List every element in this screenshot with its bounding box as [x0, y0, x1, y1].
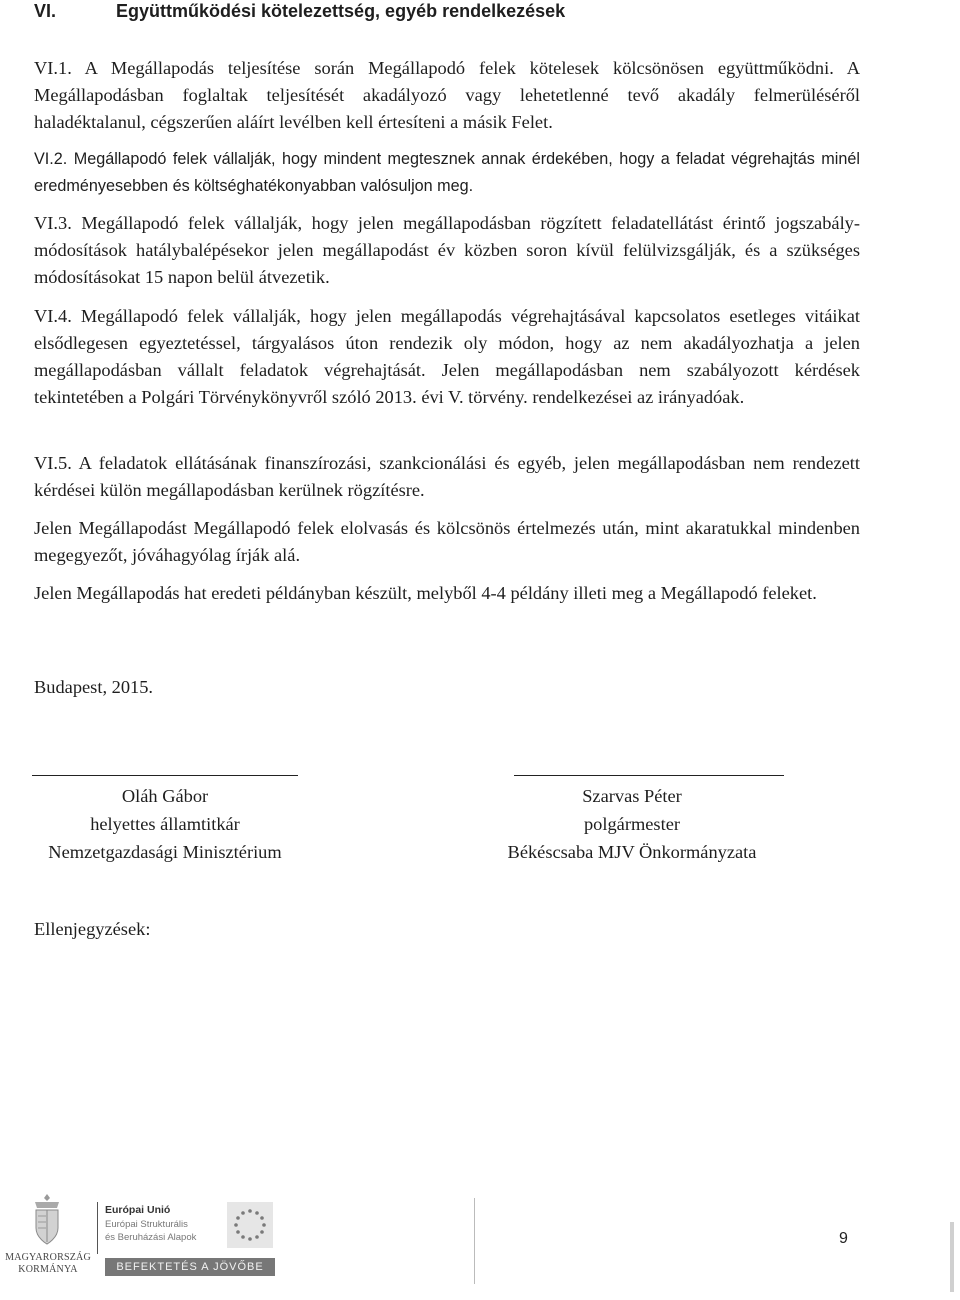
- signatory-name: Szarvas Péter: [582, 786, 682, 806]
- paragraph-vi-1: VI.1. A Megállapodás teljesítése során Megállapodó felek kötelesek kölcsönösen együttműködni. A Megállapodásban foglaltak teljesítését akadályozó vagy lehetetlenné tevő akadály felmerüléséről haladéktalanul, cégszerűen aláírt levélben kell értesíteni a másik Felet.: [34, 58, 860, 132]
- signatory-name: Oláh Gábor: [121, 786, 209, 806]
- government-name-line1: MAGYARORSZÁG: [5, 1252, 91, 1263]
- signature-line-right: [514, 775, 784, 776]
- section-heading: [34, 0, 565, 22]
- paragraph-vi-4: VI.4. Megállapodó felek vállalják, hogy jelen megállapodás végrehajtásával kapcsolatos esetleges vitáikat elsődlegesen egyeztetéssel, tárgyalásos úton rendezik oly módon, hogy az nem akadályozhatja a jelen megállapodásban vállalt feladatok végrehajtását. Jelen megállapodásban nem szabályozott kérdések tekintetében a Polgári Törvénykönyvről szóló 2013. évi V. törvény. rendelkezései az irányadóak.: [34, 306, 860, 407]
- eu-divider: [97, 1202, 98, 1254]
- paragraph-copies: Jelen Megállapodás hat eredeti példányban készült, melyből 4-4 példány illeti meg a Megállapodó feleket.: [34, 583, 817, 603]
- government-logo: [2, 1192, 94, 1292]
- government-name: [2, 1252, 94, 1276]
- signatory-title: helyettes államtitkár: [90, 814, 240, 834]
- signatory-right: [482, 782, 782, 866]
- footer-divider: [474, 1198, 475, 1284]
- signature-line-left: [32, 775, 298, 776]
- signatory-org: Nemzetgazdasági Minisztérium: [48, 842, 282, 862]
- government-name-line2: KORMÁNYA: [18, 1264, 78, 1275]
- page-number: 9: [839, 1230, 848, 1247]
- section-number: VI.: [34, 1, 57, 21]
- eu-fund-line1: Európai Strukturális: [105, 1219, 188, 1230]
- eu-name: Európai Unió: [105, 1204, 171, 1216]
- signatory-title: polgármester: [583, 814, 680, 834]
- paragraph-vi-3: VI.3. Megállapodó felek vállalják, hogy jelen megállapodásban rögzített feladatellátást érintő jogszabály-módosítások hatálybalépésekor jelen megállapodást év közben soron kívül felülvizsgálják, és a szükséges módosításokat 15 napon belül átvezetik.: [34, 213, 860, 287]
- paragraph-approval: Jelen Megállapodást Megállapodó felek elolvasás és kölcsönös értelmezés után, mint akaratukkal mindenben megegyezőt, jóváhagyólag írják alá.: [34, 518, 860, 565]
- signatory-left: [20, 782, 310, 866]
- paragraph-vi-5: VI.5. A feladatok ellátásának finanszírozási, szankcionálási és egyéb, jelen megállapodásban nem rendezett kérdései külön megállapodásban kerülnek rögzítésre.: [34, 453, 860, 500]
- page-edge-mark: [950, 1222, 954, 1292]
- eu-funding-logo: [97, 1196, 277, 1284]
- coat-of-arms-icon: [30, 1192, 64, 1250]
- eu-flag-icon: [227, 1202, 273, 1248]
- paragraph-vi-2: VI.2. Megállapodó felek vállalják, hogy mindent megtesznek annak érdekében, hogy a feladat végrehajtás minél eredményesebben és költséghatékonyabban valósuljon meg.: [34, 150, 860, 195]
- section-title: Együttműködési kötelezettség, egyéb rendelkezések: [116, 1, 566, 21]
- eu-fund-line2: és Beruházási Alapok: [105, 1232, 197, 1243]
- eu-slogan-banner: BEFEKTETÉS A JÖVŐBE: [105, 1258, 275, 1276]
- countersign-label: Ellenjegyzések:: [34, 919, 151, 939]
- place-date: Budapest, 2015.: [34, 677, 154, 697]
- signatory-org: Békéscsaba MJV Önkormányzata: [507, 842, 757, 862]
